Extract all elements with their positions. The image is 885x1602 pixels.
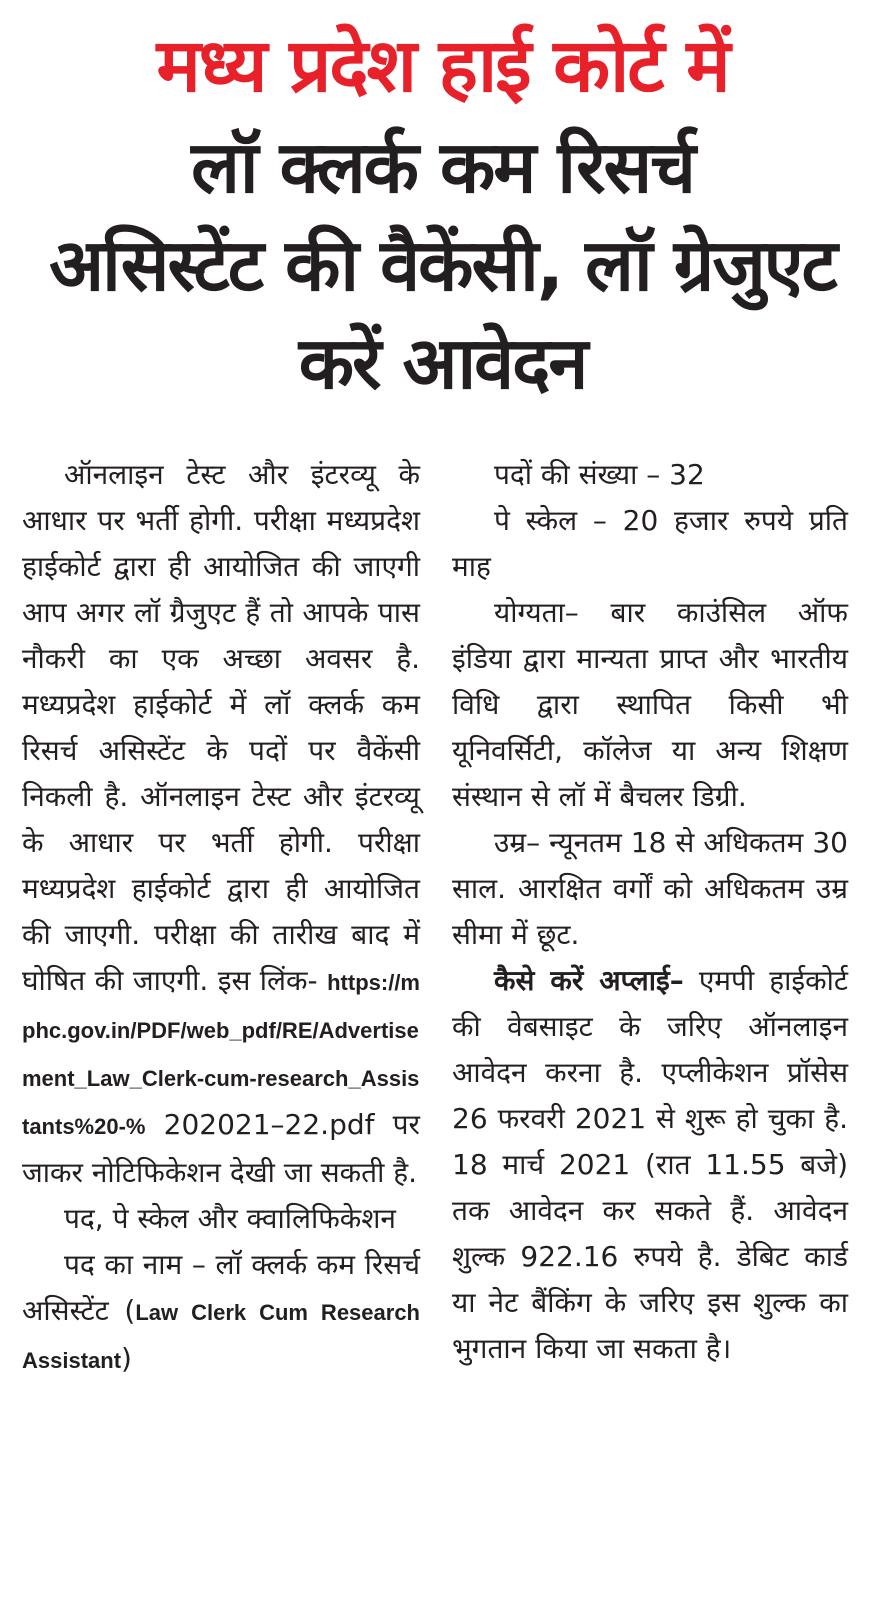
how-to-apply-paragraph [452,958,848,1372]
notification-link[interactable]: https://mphc.gov.in/PDF/web_pdf/RE/Advertisement_Law_Clerk-cum-research_Assistants%20-% [22,970,420,1139]
intro-text: ऑनलाइन टेस्ट और इंटरव्यू के आधार पर भर्ती होगी. परीक्षा मध्यप्रदेश हाईकोर्ट द्वारा ही आयोजित की जाएगी आप अगर लॉ ग्रैजुएट हैं तो आपके पास नौकरी का एक अच्छा अवसर है. मध्यप्रदेश हाईकोर्ट में लॉ क्लर्क कम रिसर्च असिस्टेंट के पदों पर वैकेंसी निकली है. ऑनलाइन टेस्ट और इंटरव्यू के आधार पर भर्ती होगी. परीक्षा मध्यप्रदेश हाईकोर्ट द्वारा ही आयोजित की जाएगी. परीक्षा की तारीख बाद में घोषित की जाएगी. इस लिंक- [22,458,420,997]
headline-line-1: मध्य प्रदेश हाई कोर्ट में [156,23,729,109]
age-limit: उम्र– न्यूनतम 18 से अधिकतम 30 साल. आरक्षित वर्गों को अधिकतम उम्र सीमा में छूट. [452,826,848,951]
qualification: योग्यता– बार काउंसिल ऑफ इंडिया द्वारा मान्यता प्राप्त और भारतीय विधि द्वारा स्थापित किसी भी यूनिवर्सिटी, कॉलेज या अन्य शिक्षण संस्थान से लॉ में बैचलर डिग्री. [452,596,848,813]
how-to-apply-text: एमपी हाईकोर्ट की वेबसाइट के जरिए ऑनलाइन आवेदन करना है. एप्लीकेशन प्रॉसेस 26 फरवरी 2021 से शुरू हो चुका है. 18 मार्च 2021 (रात 11.55 बजे) तक आवेदन कर सकते हैं. आवेदन शुल्क 922.16 रुपये है. डेबिट कार्ड या नेट बैंकिंग के जरिए इस शुल्क का भुगतान किया जा सकता है। [452,964,849,1365]
article-right-column [452,452,848,1372]
intro-paragraph [22,452,420,1196]
post-name-hindi: पद का नाम – लॉ क्लर्क कम रिसर्च असिस्टेंट ( [22,1248,420,1327]
section-subheading: पद, पे स्केल और क्वालिफिकेशन [64,1202,396,1235]
how-to-apply-heading: कैसे करें अप्लाई– [494,964,684,997]
pay-scale: पे स्केल – 20 हजार रुपये प्रति माह [452,504,848,583]
headline-line-4: करें आवेदन [298,321,587,405]
headline-subtitle [0,118,885,412]
headline-line-2: लॉ क्लर्क कम रिसर्च [191,125,694,209]
posts-count: पदों की संख्या – 32 [494,458,705,491]
post-name-paragraph [22,1242,420,1384]
post-name-english: Law Clerk Cum Research Assistant [22,1300,420,1373]
post-name-close: ) [121,1342,132,1375]
intro-text-tail: 202021–22.pdf पर जाकर नोटिफिकेशन देखी जा सकती है. [22,1108,420,1189]
headline-line-3: असिस्टेंट की वैकेंसी, लॉ ग्रेजुएट [49,223,836,307]
article-left-column [22,452,420,1384]
